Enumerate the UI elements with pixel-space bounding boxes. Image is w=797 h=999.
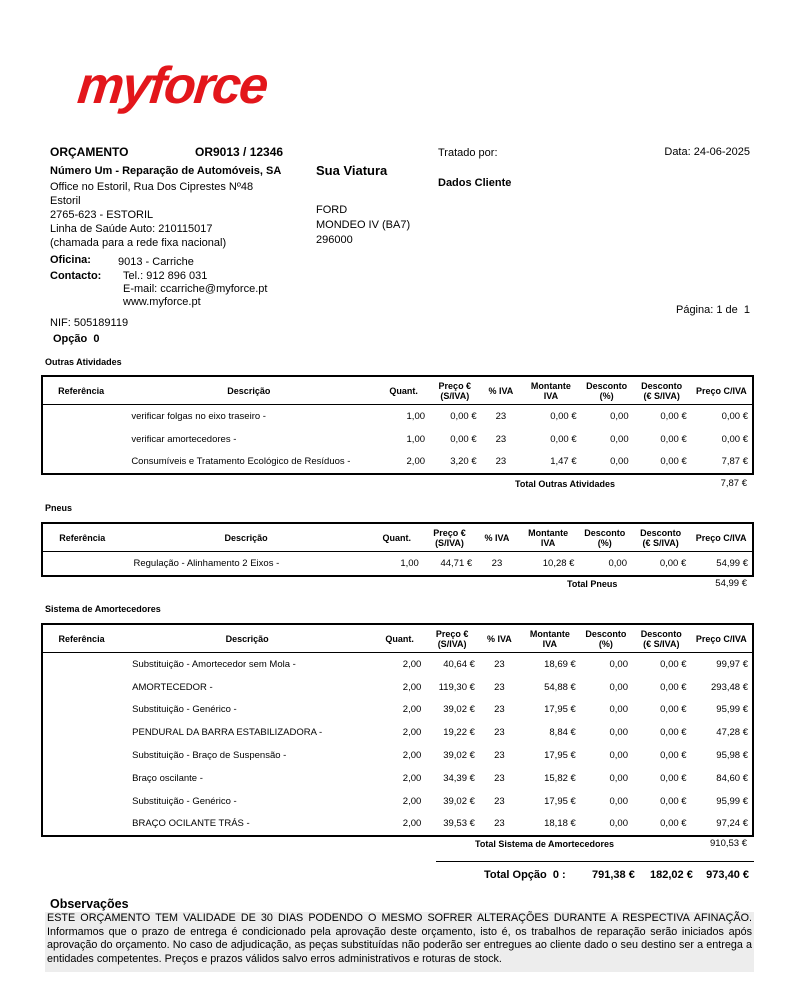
table-cell: 293,48 €: [711, 681, 748, 693]
table-cell: 44,71 €: [440, 557, 473, 569]
table-cell: 0,00 €: [660, 681, 687, 693]
table-cell: 15,82 €: [544, 772, 576, 784]
table-cell: 0,00 €: [660, 456, 687, 468]
grand-total-sem-iva: 791,38 €: [592, 869, 635, 881]
table-cell: 0,00: [609, 795, 628, 807]
table-cell: [42, 767, 120, 790]
table-cell: 23: [494, 704, 505, 716]
column-header: Quant.: [374, 624, 425, 653]
table-cell: 1,00: [400, 557, 419, 569]
health-note: (chamada para a rede fixa nacional): [50, 237, 227, 249]
table-cell: 0,00 €: [660, 772, 687, 784]
table-cell: 23: [494, 772, 505, 784]
table-cell: 0,00 €: [721, 410, 748, 422]
table-cell: BRAÇO OCILANTE TRÁS -: [132, 818, 250, 830]
table-cell: PENDURAL DA BARRA ESTABILIZADORA -: [132, 727, 323, 739]
table-cell: 0,00: [609, 704, 628, 716]
table-cell: [42, 552, 122, 576]
table-cell: [42, 653, 120, 676]
column-header: Preço € (S/IVA): [429, 376, 481, 405]
page-number: Página: 1 de 1: [675, 304, 750, 316]
grand-total-iva: 182,02 €: [650, 869, 693, 881]
column-header: Desconto (€ S/IVA): [631, 523, 690, 552]
table-row: [42, 676, 753, 699]
table-cell: 54,88 €: [544, 681, 576, 693]
table-cell: 0,00 €: [450, 410, 477, 422]
table-cell: 2,00: [402, 795, 422, 807]
section-total-label: Total Outras Atividades: [515, 479, 616, 489]
column-header: % IVA: [481, 376, 522, 405]
table-cell: 0,00: [609, 681, 628, 693]
table-cell: 119,30 €: [438, 681, 475, 693]
table-cell: verificar folgas no eixo traseiro -: [131, 410, 266, 422]
column-header: Preço C/IVA: [690, 523, 753, 552]
vehicle-title: Sua Viatura: [316, 163, 388, 178]
section-title: Pneus: [45, 503, 73, 513]
table-row: [42, 699, 753, 722]
table-cell: 17,95 €: [544, 795, 576, 807]
myforce-logo: myforce: [74, 57, 270, 115]
table-row: [42, 813, 753, 837]
table-cell: 1,47 €: [550, 456, 577, 468]
health-line: Linha de Saúde Auto: 210115017: [50, 223, 213, 235]
table-cell: 0,00: [609, 772, 628, 784]
column-header: Preço € (S/IVA): [425, 624, 479, 653]
table-cell: Consumíveis e Tratamento Ecológico de Resíduos -: [131, 456, 351, 468]
column-header: Montante IVA: [520, 624, 580, 653]
table-cell: [42, 405, 119, 428]
grand-total-divider: [436, 861, 754, 862]
table-cell: 23: [495, 456, 507, 468]
contact-web: www.myforce.pt: [123, 296, 201, 308]
table-cell: 0,00: [609, 818, 628, 830]
table-cell: Braço oscilante -: [132, 772, 203, 784]
tratado-por: Tratado por:: [438, 147, 498, 159]
table-cell: [42, 428, 119, 451]
table-cell: 2,00: [402, 681, 422, 693]
table-cell: verificar amortecedores -: [131, 433, 237, 445]
table-cell: 0,00 €: [721, 433, 748, 445]
table-cell: 39,53 €: [443, 818, 475, 830]
table-cell: 2,00: [402, 704, 422, 716]
column-header: Desconto (%): [580, 624, 632, 653]
table-row: [42, 552, 753, 576]
oficina-label: Oficina:: [50, 254, 91, 266]
column-header: Preço € (S/IVA): [423, 523, 476, 552]
section-total-label: Total Sistema de Amortecedores: [475, 839, 615, 849]
table-cell: 17,95 €: [544, 750, 576, 762]
doc-type: ORÇAMENTO: [50, 145, 129, 159]
address-line-1: Office no Estoril, Rua Dos Ciprestes Nº48: [50, 181, 254, 193]
contact-tel: Tel.: 912 896 031: [123, 270, 208, 282]
column-header: Desconto (€ S/IVA): [632, 624, 691, 653]
column-header: Referência: [42, 523, 122, 552]
table-cell: 10,28 €: [542, 557, 575, 569]
section-total-label: Total Pneus: [567, 579, 618, 589]
column-header: Montante IVA: [521, 376, 580, 405]
table-cell: 1,00: [406, 410, 426, 422]
table-cell: 3,20 €: [450, 456, 477, 468]
table-row: [42, 428, 753, 451]
table-cell: 0,00 €: [550, 433, 577, 445]
table-cell: 0,00 €: [660, 433, 687, 445]
table-cell: [42, 699, 120, 722]
column-header: Desconto (€ S/IVA): [633, 376, 691, 405]
table-cell: 8,84 €: [549, 727, 576, 739]
section-total-value: 910,53 €: [710, 838, 747, 849]
section-table-amortecedores: [41, 623, 754, 837]
column-header: Desconto (%): [578, 523, 631, 552]
table-row: [42, 721, 753, 744]
doc-number: OR9013 / 12346: [195, 145, 284, 159]
table-cell: 0,00 €: [660, 795, 687, 807]
address-line-2: Estoril: [50, 195, 81, 207]
table-cell: 0,00: [609, 727, 628, 739]
column-header: Quant.: [371, 523, 423, 552]
opcao-label: Opção 0: [53, 333, 100, 345]
column-header: % IVA: [476, 523, 518, 552]
table-cell: 97,24 €: [716, 818, 748, 830]
table-row: [42, 405, 753, 428]
table-cell: Substituição - Braço de Suspensão -: [132, 750, 287, 762]
table-cell: 23: [494, 681, 505, 693]
table-cell: 0,00: [609, 750, 628, 762]
section-table-pneus: [41, 522, 754, 577]
table-cell: 0,00 €: [659, 557, 687, 569]
table-cell: [42, 721, 120, 744]
address-line-3: 2765-623 - ESTORIL: [50, 209, 154, 221]
table-cell: AMORTECEDOR -: [132, 681, 213, 693]
table-cell: 23: [494, 658, 505, 670]
column-header: Descrição: [119, 376, 378, 405]
observacoes-title: Observações: [50, 897, 129, 911]
section-title: Sistema de Amortecedores: [45, 604, 161, 614]
section-total-value: 54,99 €: [715, 578, 747, 589]
table-cell: 34,39 €: [443, 772, 475, 784]
table-row: [42, 744, 753, 767]
vehicle-km: 296000: [316, 234, 353, 246]
table-cell: 2,00: [402, 818, 422, 830]
oficina-value: 9013 - Carriche: [118, 256, 194, 268]
table-cell: 0,00: [610, 433, 629, 445]
column-header: % IVA: [479, 624, 520, 653]
section-title: Outras Atividades: [45, 357, 122, 367]
table-cell: 54,99 €: [716, 557, 748, 569]
table-cell: 23: [491, 557, 503, 569]
table-cell: 23: [494, 727, 505, 739]
table-cell: Substituição - Genérico -: [132, 795, 237, 807]
column-header: Referência: [42, 624, 120, 653]
column-header: Descrição: [122, 523, 371, 552]
table-cell: 0,00 €: [660, 727, 687, 739]
table-cell: 2,00: [402, 727, 422, 739]
table-cell: 0,00 €: [660, 410, 687, 422]
vehicle-model: MONDEO IV (BA7): [316, 219, 411, 231]
table-cell: 95,99 €: [716, 704, 748, 716]
table-cell: 47,28 €: [716, 727, 748, 739]
table-cell: 39,02 €: [443, 704, 475, 716]
section-table-outras-atividades: [41, 375, 754, 475]
table-cell: 19,22 €: [443, 727, 475, 739]
table-cell: [42, 813, 120, 837]
column-header: Montante IVA: [518, 523, 579, 552]
grand-total-label: Total Opção 0 :: [484, 869, 566, 881]
table-cell: 0,00 €: [660, 658, 687, 670]
table-cell: 0,00 €: [660, 750, 687, 762]
nif: NIF: 505189119: [50, 317, 129, 329]
column-header: Desconto (%): [581, 376, 633, 405]
table-cell: 40,64 €: [443, 658, 475, 670]
contact-email: E-mail: ccarriche@myforce.pt: [123, 283, 268, 295]
table-cell: 23: [494, 795, 505, 807]
column-header: Referência: [42, 376, 119, 405]
table-cell: 7,87 €: [721, 456, 748, 468]
table-cell: 99,97 €: [716, 658, 748, 670]
table-cell: 39,02 €: [443, 795, 475, 807]
table-cell: 0,00 €: [660, 818, 687, 830]
table-cell: 2,00: [406, 456, 426, 468]
column-header: Preço C/IVA: [691, 624, 753, 653]
document-date: Data: 24-06-2025: [664, 146, 750, 158]
table-cell: 0,00: [610, 456, 629, 468]
table-cell: 23: [494, 818, 505, 830]
column-header: Descrição: [120, 624, 374, 653]
table-cell: Regulação - Alinhamento 2 Eixos -: [133, 557, 280, 569]
column-header: Quant.: [378, 376, 429, 405]
table-cell: 18,69 €: [544, 658, 576, 670]
grand-total-com-iva: 973,40 €: [706, 869, 749, 881]
dados-cliente: Dados Cliente: [438, 177, 512, 189]
section-total-value: 7,87 €: [720, 478, 747, 489]
table-cell: 95,99 €: [716, 795, 748, 807]
table-cell: 23: [495, 433, 507, 445]
table-cell: 23: [495, 410, 507, 422]
table-row: [42, 767, 753, 790]
table-cell: 0,00 €: [660, 704, 687, 716]
table-cell: 18,18 €: [544, 818, 576, 830]
table-cell: 0,00 €: [450, 433, 477, 445]
table-cell: 0,00: [609, 658, 628, 670]
table-cell: [42, 676, 120, 699]
table-cell: 2,00: [402, 750, 422, 762]
table-cell: 39,02 €: [443, 750, 475, 762]
table-cell: 1,00: [406, 433, 426, 445]
contacto-label: Contacto:: [50, 270, 102, 282]
column-header: Preço C/IVA: [691, 376, 753, 405]
table-cell: Substituição - Amortecedor sem Mola -: [132, 658, 296, 670]
table-cell: 84,60 €: [716, 772, 748, 784]
table-cell: [42, 744, 120, 767]
table-row: [42, 451, 753, 475]
table-cell: [42, 451, 119, 475]
table-cell: 0,00 €: [550, 410, 577, 422]
table-row: [42, 653, 753, 676]
table-cell: 2,00: [402, 772, 422, 784]
table-cell: 0,00: [608, 557, 627, 569]
table-cell: 2,00: [402, 658, 422, 670]
vehicle-make: FORD: [316, 204, 348, 216]
observacoes-text: ESTE ORÇAMENTO TEM VALIDADE DE 30 DIAS PODENDO O MESMO SOFRER ALTERAÇÕES DURANTE A RESPECTIVA AFINAÇÃO. Informamos que o prazo de entrega é condicionado pela aprovação deste orçamento, isto é, os trabalhos de reparação serão iniciados após aprovação do orçamento. No caso de adjudicação, as peças substituídas não poderão ser entregues ao cliente dado o seu destino ser a entrega a entidades competentes. Preços e prazos válidos salvo erros administrativos e roturas de stock.: [45, 912, 754, 972]
table-row: [42, 790, 753, 813]
table-cell: 0,00: [610, 410, 629, 422]
table-cell: 17,95 €: [544, 704, 576, 716]
table-cell: 23: [494, 750, 505, 762]
table-cell: Substituição - Genérico -: [132, 704, 237, 716]
table-cell: 95,98 €: [716, 750, 748, 762]
table-cell: [42, 790, 120, 813]
company-name: Número Um - Reparação de Automóveis, SA: [50, 165, 282, 177]
